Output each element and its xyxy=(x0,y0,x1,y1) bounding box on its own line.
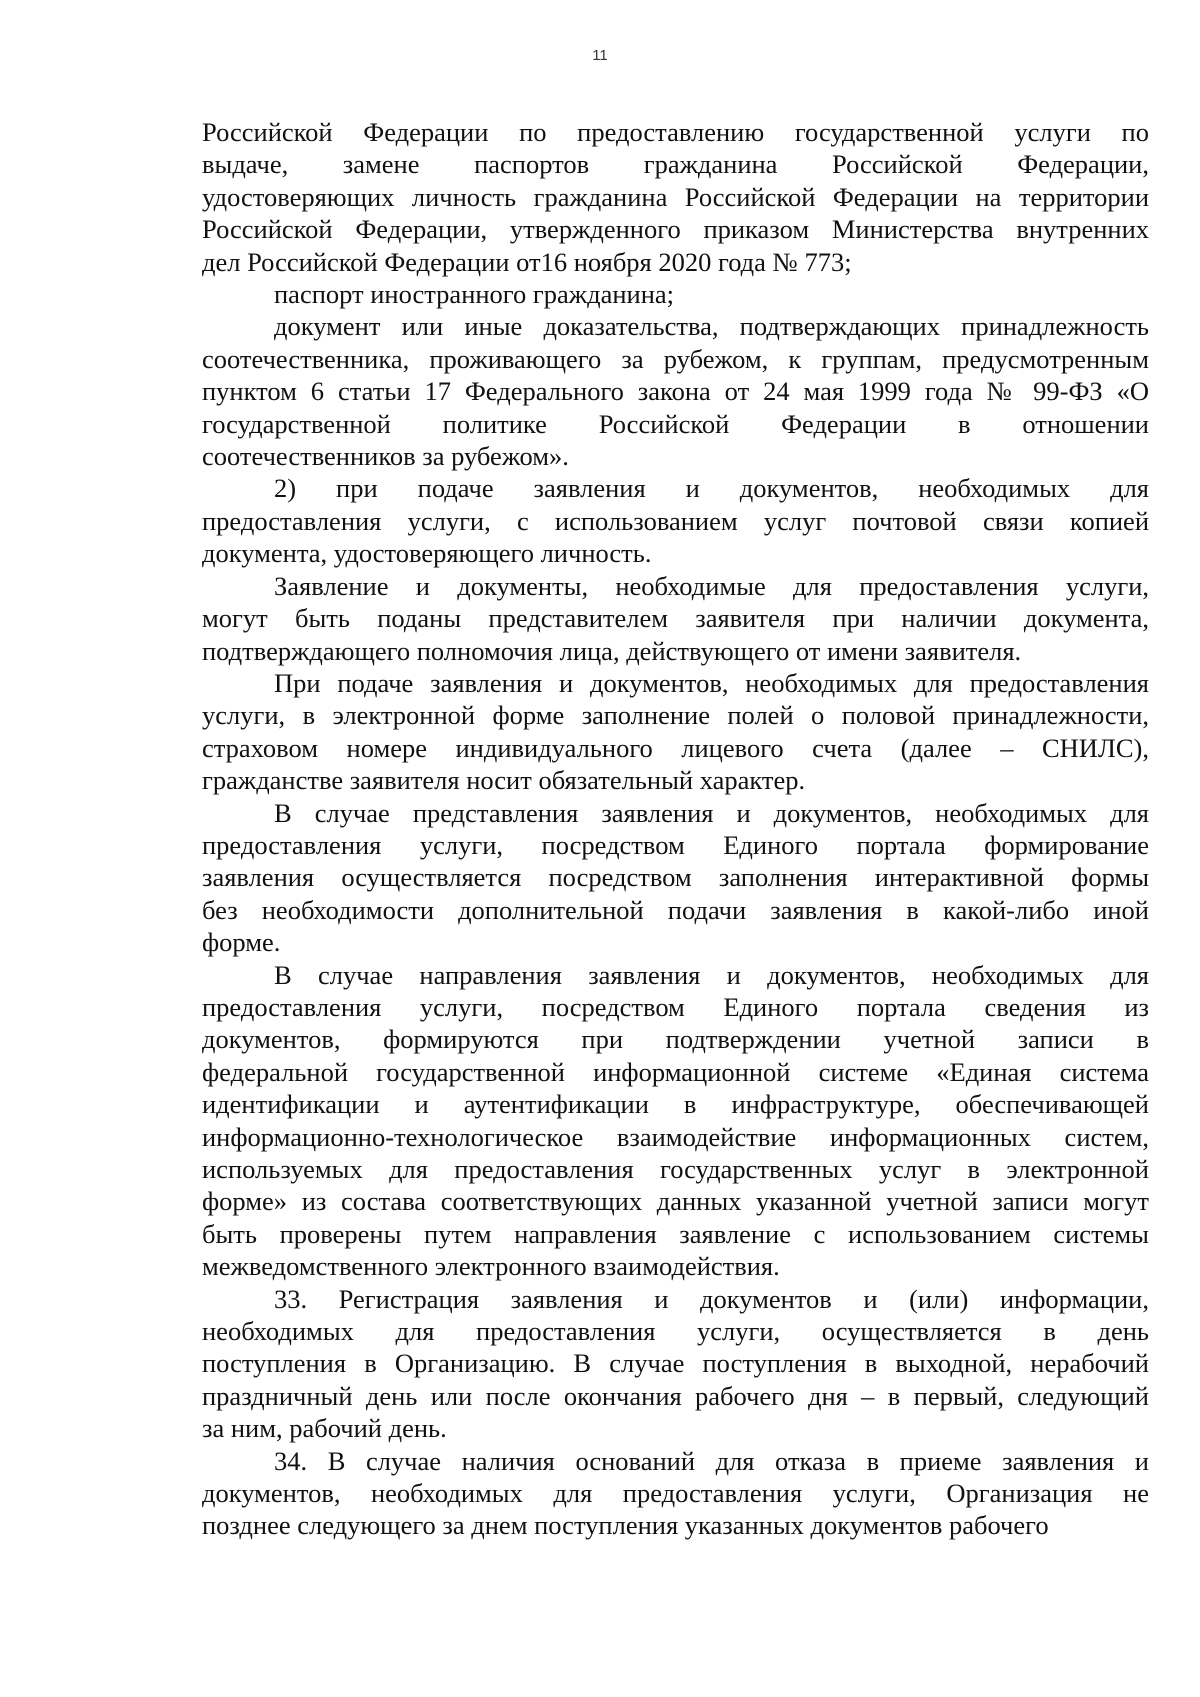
text-line: могут быть поданы представителем заявителя при наличии документа, xyxy=(202,603,1149,634)
text-line: Российской Федерации по предоставлению государственной услуги по xyxy=(202,117,1149,147)
text-line: информационно-технологическое взаимодействие информационных систем, xyxy=(202,1121,1149,1152)
text-line: используемых для предоставления государственных услуг в электронной xyxy=(202,1154,1149,1184)
paragraph xyxy=(202,116,1149,278)
text-line: позднее следующего за днем поступления указанных документов рабочего xyxy=(202,1510,1049,1541)
text-line: 34. В случае наличия оснований для отказа в приеме заявления и xyxy=(274,1445,1149,1476)
text-line: заявления осуществляется посредством заполнения интерактивной формы xyxy=(202,862,1149,893)
document-body xyxy=(202,116,1149,1542)
text-line: предоставления услуги, посредством Единого портала сведения из xyxy=(202,991,1149,1022)
text-line: Заявление и документы, необходимые для предоставления услуги, xyxy=(274,570,1149,601)
paragraph xyxy=(202,1445,1149,1542)
text-line: В случае направления заявления и документов, необходимых для xyxy=(274,959,1149,990)
paragraph xyxy=(202,472,1149,569)
paragraph xyxy=(202,570,1149,667)
paragraph xyxy=(202,1283,1149,1445)
paragraph xyxy=(202,667,1149,797)
text-line: гражданстве заявителя носит обязательный характер. xyxy=(202,765,806,796)
text-line: дел Российской Федерации от16 ноября 2020 года № 773; xyxy=(202,246,852,277)
text-line: идентификации и аутентификации в инфраструктуре, обеспечивающей xyxy=(202,1089,1149,1120)
text-line: 2) при подаче заявления и документов, необходимых для xyxy=(274,473,1149,504)
text-line: паспорт иностранного гражданина; xyxy=(274,279,674,310)
text-line: документов, формируются при подтверждении учетной записи в xyxy=(202,1024,1149,1055)
text-line: соотечественника, проживающего за рубежом, к группам, предусмотренным xyxy=(202,343,1149,374)
text-line: соотечественников за рубежом». xyxy=(202,441,569,472)
text-line: пунктом 6 статьи 17 Федерального закона от 24 мая 1999 года № 99-ФЗ «О xyxy=(202,376,1149,407)
text-line: форме» из состава соответствующих данных указанной учетной записи могут xyxy=(202,1186,1149,1217)
text-line: документ или иные доказательства, подтверждающих принадлежность xyxy=(274,311,1149,342)
text-line: Российской Федерации, утвержденного приказом Министерства внутренних xyxy=(202,214,1149,245)
text-line: за ним, рабочий день. xyxy=(202,1413,447,1444)
text-line: государственной политике Российской Федерации в отношении xyxy=(202,408,1149,439)
paragraph xyxy=(202,797,1149,959)
text-line: документа, удостоверяющего личность. xyxy=(202,538,652,569)
paragraph xyxy=(202,959,1149,1283)
page-number: 11 xyxy=(592,47,608,64)
text-line: В случае представления заявления и документов, необходимых для xyxy=(274,797,1149,828)
text-line: документов, необходимых для предоставления услуги, Организация не xyxy=(202,1478,1149,1509)
text-line: быть проверены путем направления заявление с использованием системы xyxy=(202,1218,1149,1249)
text-line: 33. Регистрация заявления и документов и (или) информации, xyxy=(274,1283,1149,1314)
text-line: При подаче заявления и документов, необходимых для предоставления xyxy=(274,667,1149,698)
paragraph xyxy=(202,310,1149,472)
text-line: форме. xyxy=(202,927,281,958)
text-line: предоставления услуги, посредством Единого портала формирование xyxy=(202,829,1149,860)
text-line: удостоверяющих личность гражданина Российской Федерации на территории xyxy=(202,181,1149,212)
text-line: необходимых для предоставления услуги, осуществляется в день xyxy=(202,1316,1149,1347)
text-line: выдаче, замене паспортов гражданина Российской Федерации, xyxy=(202,149,1149,180)
paragraph xyxy=(202,278,1149,310)
text-line: поступления в Организацию. В случае поступления в выходной, нерабочий xyxy=(202,1348,1149,1379)
text-line: страховом номере индивидуального лицевого счета (далее – СНИЛС), xyxy=(202,732,1149,763)
text-line: предоставления услуги, с использованием услуг почтовой связи копией xyxy=(202,505,1149,536)
text-line: межведомственного электронного взаимодействия. xyxy=(202,1251,780,1282)
text-line: праздничный день или после окончания рабочего дня – в первый, следующий xyxy=(202,1380,1149,1411)
text-line: подтверждающего полномочия лица, действующего от имени заявителя. xyxy=(202,635,1022,666)
text-line: услуги, в электронной форме заполнение полей о половой принадлежности, xyxy=(202,700,1149,731)
text-line: без необходимости дополнительной подачи заявления в какой-либо иной xyxy=(202,894,1149,925)
text-line: федеральной государственной информационной системе «Единая система xyxy=(202,1056,1149,1087)
